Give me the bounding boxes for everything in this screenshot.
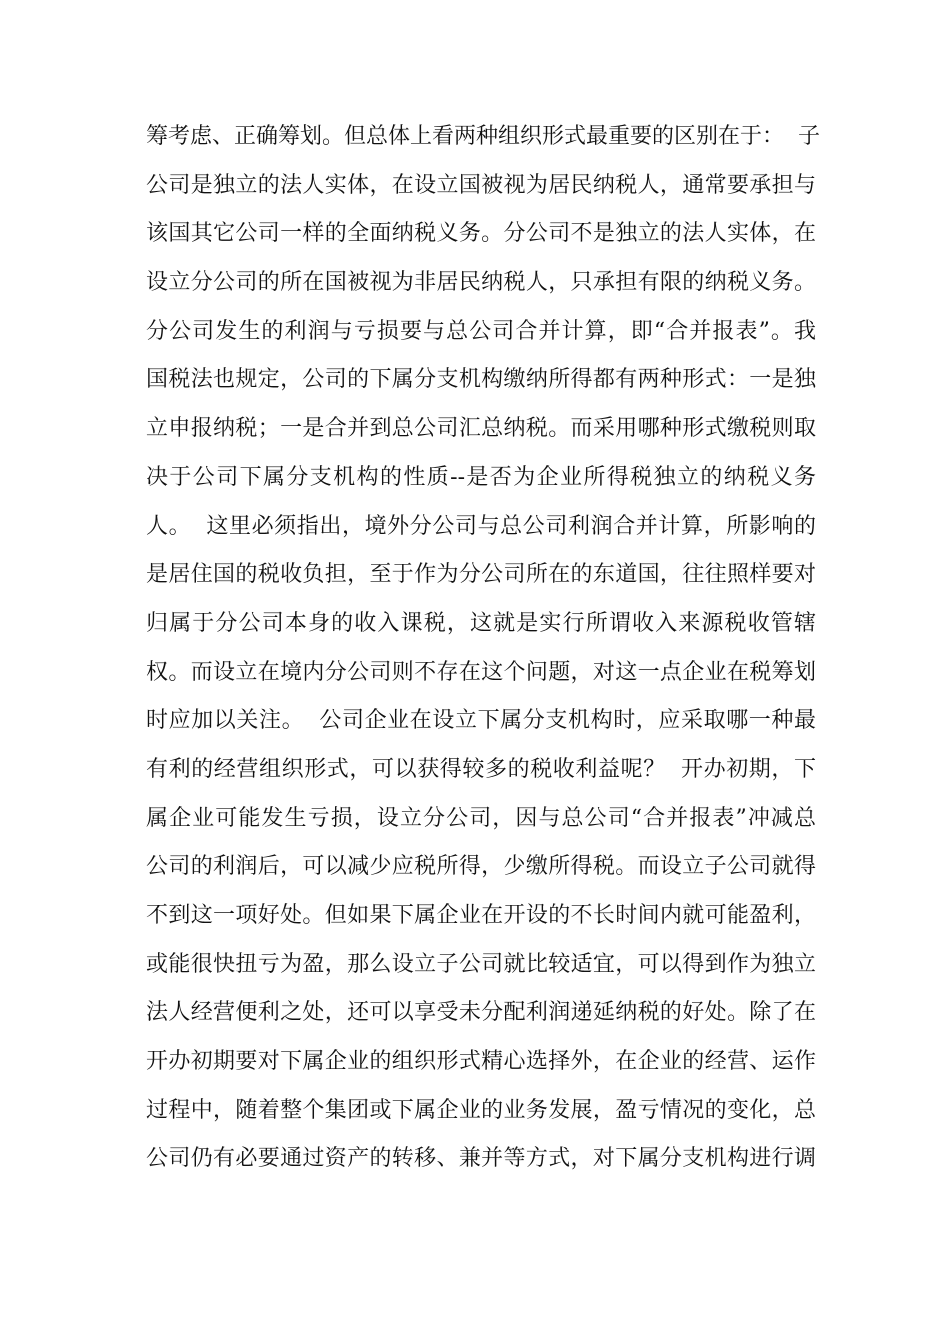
text-line: 过程中，随着整个集团或下属企业的业务发展，盈亏情况的变化，总 bbox=[146, 1097, 816, 1123]
text-line: 时应加以关注。 公司企业在设立下属分支机构时，应采取哪一种最 bbox=[146, 708, 816, 734]
text-line: 人。 这里必须指出，境外分公司与总公司利润合并计算，所影响的 bbox=[146, 513, 816, 539]
text-line: 该国其它公司一样的全面纳税义务。分公司不是独立的法人实体，在 bbox=[146, 221, 816, 247]
text-line: 公司是独立的法人实体，在设立国被视为居民纳税人，通常要承担与 bbox=[146, 172, 816, 198]
text-line: 是居住国的税收负担，至于作为分公司所在的东道国，往往照样要对 bbox=[146, 562, 816, 588]
text-line: 不到这一项好处。但如果下属企业在开设的不长时间内就可能盈利， bbox=[146, 903, 816, 928]
text-line: 开办初期要对下属企业的组织形式精心选择外，在企业的经营、运作 bbox=[146, 1049, 816, 1075]
text-line: 设立分公司的所在国被视为非居民纳税人，只承担有限的纳税义务。 bbox=[146, 270, 816, 296]
body-paragraph bbox=[146, 113, 820, 1184]
text-line: 有利的经营组织形式，可以获得较多的税收利益呢？ 开办初期，下 bbox=[146, 756, 816, 782]
text-line: 公司仍有必要通过资产的转移、兼并等方式，对下属分支机构进行调 bbox=[146, 1146, 816, 1172]
text-line: 国税法也规定，公司的下属分支机构缴纳所得都有两种形式：一是独 bbox=[146, 367, 816, 393]
text-line: 分公司发生的利润与亏损要与总公司合并计算，即“合并报表”。我 bbox=[146, 318, 816, 344]
text-line: 归属于分公司本身的收入课税，这就是实行所谓收入来源税收管辖 bbox=[146, 610, 816, 636]
text-line: 决于公司下属分支机构的性质--是否为企业所得税独立的纳税义务 bbox=[146, 464, 816, 490]
text-line: 属企业可能发生亏损，设立分公司，因与总公司“合并报表”冲减总 bbox=[146, 805, 816, 831]
text-line: 立申报纳税；一是合并到总公司汇总纳税。而采用哪种形式缴税则取 bbox=[146, 416, 816, 442]
text-line: 筹考虑、正确筹划。但总体上看两种组织形式最重要的区别在于： 子 bbox=[146, 124, 820, 149]
text-line: 或能很快扭亏为盈，那么设立子公司就比较适宜，可以得到作为独立 bbox=[146, 951, 816, 977]
text-line: 权。而设立在境内分公司则不存在这个问题，对这一点企业在税筹划 bbox=[146, 659, 816, 685]
text-line: 公司的利润后，可以减少应税所得，少缴所得税。而设立子公司就得 bbox=[146, 854, 816, 880]
text-line: 法人经营便利之处，还可以享受未分配利润递延纳税的好处。除了在 bbox=[146, 1000, 816, 1026]
